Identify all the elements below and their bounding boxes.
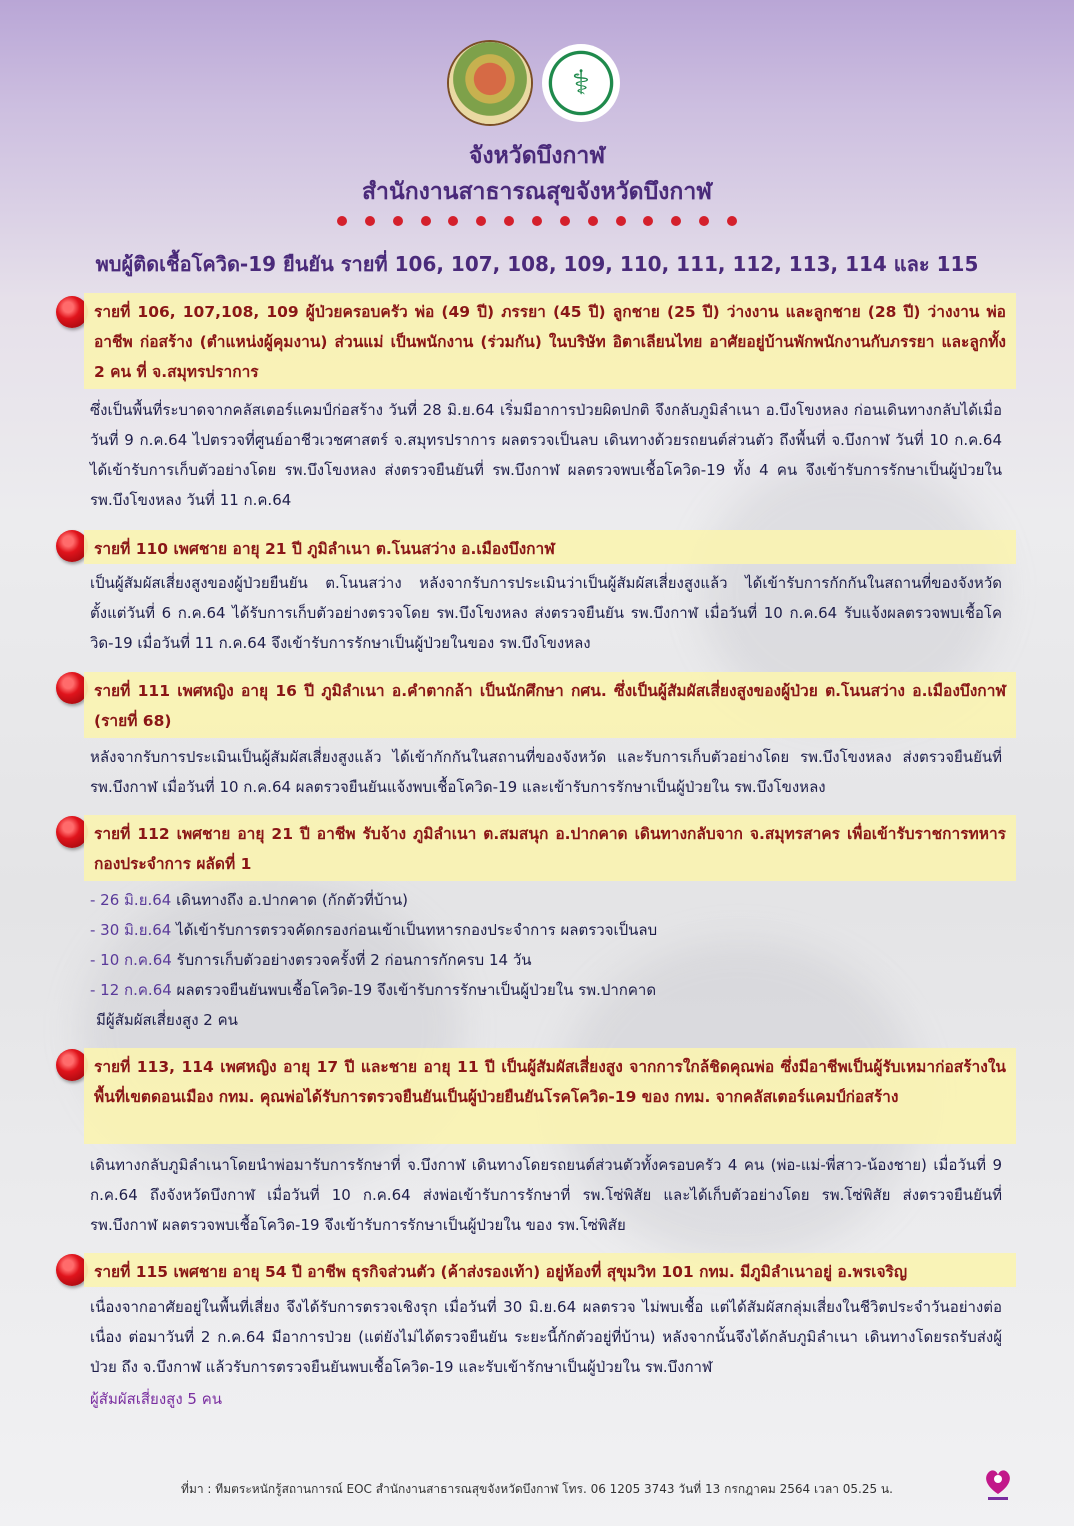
divider-dot (671, 216, 681, 226)
heart-logo-icon (982, 1464, 1014, 1502)
case-body: เนื่องจากอาศัยอยู่ในพื้นที่เสี่ยง จึงได้รับการตรวจเชิงรุก เมื่อวันที่ 30 มิ.ย.64 ผลตรวจ ไม่พบเชื้อ แต่ได้สัมผัสกลุ่มเสี่ยงในชีวิตประจำวันอย่างต่อเนื่อง ต่อมาวันที่ 2 ก.ค.64 มีอาการป่วย (แต่ยังไม่ได้ตรวจยืนยัน ระยะนี้กักตัวอยู่ที่บ้าน) หลังจากนั้นจึงได้กลับภูมิลำเนา เดินทางโดยรถรับส่งผู้ป่วย ถึง จ.บึงกาฬ แล้วรับการตรวจยืนยันพบเชื้อโควิด-19 และรับเข้ารักษาเป็นผู้ป่วยใน รพ.บึงกาฬ (90, 1298, 1002, 1376)
timeline-item (90, 945, 990, 975)
case-highlight-text: รายที่ 110 เพศชาย อายุ 21 ปี ภูมิลำเนา ต.โนนสว่าง อ.เมืองบึงกาฬ (94, 540, 555, 558)
divider-dot (393, 216, 403, 226)
divider-dot (588, 216, 598, 226)
timeline-text: เดินทางถึง อ.ปากคาด (กักตัวที่บ้าน) (171, 891, 408, 909)
timeline-date: - 26 มิ.ย.64 (90, 891, 172, 909)
divider-dot (448, 216, 458, 226)
case-highlight (84, 672, 1016, 738)
case-highlight (84, 1253, 1016, 1287)
divider-dot (504, 216, 514, 226)
timeline-date: - 30 มิ.ย.64 (90, 921, 172, 939)
divider-dot (643, 216, 653, 226)
case-highlight (84, 293, 1016, 389)
divider-dot (616, 216, 626, 226)
office-title: สำนักงานสาธารณสุขจังหวัดบึงกาฬ (362, 179, 712, 205)
case-body: หลังจากรับการประเมินเป็นผู้สัมผัสเสี่ยงสูงแล้ว ได้เข้ากักกันในสถานที่ของจังหวัด และรับการเก็บตัวอย่างโดย รพ.บึงโขงหลง ส่งตรวจยืนยันที่ รพ.บึงกาฬ เมื่อวันที่ 10 ก.ค.64 ผลตรวจยืนยันแจ้งพบเชื้อโควิด-19 และเข้ารับการรักษาเป็นผู้ป่วยใน รพ.บึงโขงหลง (90, 748, 1002, 796)
case-highlight-text: รายที่ 106, 107,108, 109 ผู้ป่วยครอบครัว พ่อ (49 ปี) ภรรยา (45 ปี) ลูกชาย (25 ปี) ว่างงาน และลูกชาย (28 ปี) ว่างงาน พ่ออาชีพ ก่อสร้าง (ตำแหน่งผู้คุมงาน) ส่วนแม่ เป็นพนักงาน (ร่วมกัน) ในบริษัท อิตาเลียนไทย อาศัยอยู่บ้านพักพนักงานกับภรรยา และลูกทั้ง 2 คน ที่ จ.สมุทรปราการ (94, 303, 1006, 381)
divider-dot (560, 216, 570, 226)
timeline-item (90, 885, 990, 915)
case-highlight (84, 815, 1016, 881)
case-highlight (84, 530, 1016, 564)
timeline-item (90, 975, 990, 1005)
timeline-text: ผลตรวจยืนยันพบเชื้อโควิด-19 จึงเข้ารับการรักษาเป็นผู้ป่วยใน รพ.ปากคาด (171, 981, 657, 999)
case-highlight (84, 1048, 1016, 1144)
case-body: เป็นผู้สัมผัสเสี่ยงสูงของผู้ป่วยยืนยัน ต.โนนสว่าง หลังจากรับการประเมินว่าเป็นผู้สัมผัสเสี่ยงสูงแล้ว ได้เข้ารับการกักกันในสถานที่ของจังหวัด ตั้งแต่วันที่ 6 ก.ค.64 ได้รับการเก็บตัวอย่างตรวจโดย รพ.บึงโขงหลง ส่งตรวจยืนยัน รพ.บึงกาฬ เมื่อวันที่ 10 ก.ค.64 รับแจ้งผลตรวจพบเชื้อโควิด-19 เมื่อวันที่ 11 ก.ค.64 จึงเข้ารับการรักษาเป็นผู้ป่วยในของ รพ.บึงโขงหลง (90, 574, 1002, 652)
case-highlight-text: รายที่ 111 เพศหญิง อายุ 16 ปี ภูมิลำเนา อ.คำตากล้า เป็นนักศึกษา กศน. ซึ่งเป็นผู้สัมผัสเสี่ยงสูงของผู้ป่วย ต.โนนสว่าง อ.เมืองบึงกาฬ (รายที่ 68) (94, 682, 1006, 730)
case-highlight-text: รายที่ 112 เพศชาย อายุ 21 ปี อาชีพ รับจ้าง ภูมิลำเนา ต.สมสนุก อ.ปากคาด เดินทางกลับจาก จ.สมุทรสาคร เพื่อเข้ารับราชการทหารกองประจำการ ผลัดที่ 1 (94, 825, 1006, 873)
timeline-text: ได้เข้ารับการตรวจคัดกรองก่อนเข้าเป็นทหารกองประจำการ ผลตรวจเป็นลบ (171, 921, 658, 939)
headline: พบผู้ติดเชื้อโควิด-19 ยืนยัน รายที่ 106, 107, 108, 109, 110, 111, 112, 113, 114 และ 115 (95, 252, 979, 276)
divider-dot (476, 216, 486, 226)
divider-dot (727, 216, 737, 226)
logo-row (0, 40, 1074, 128)
case-highlight-text: รายที่ 115 เพศชาย อายุ 54 ปี อาชีพ ธุรกิจส่วนตัว (ค้าส่งรองเท้า) อยู่ห้องที่ สุขุมวิท 101 กทม. มีภูมิลำเนาอยู่ อ.พรเจริญ (94, 1263, 908, 1281)
contact-note: ผู้สัมผัสเสี่ยงสูง 5 คน (90, 1390, 223, 1408)
divider-dot (532, 216, 542, 226)
divider-dot (365, 216, 375, 226)
timeline-date: - 10 ก.ค.64 (90, 951, 172, 969)
ministry-of-public-health-logo: ⚕ (542, 44, 620, 122)
divider-dot (421, 216, 431, 226)
divider-dot (337, 216, 347, 226)
case-body: ซึ่งเป็นพื้นที่ระบาดจากคลัสเตอร์แคมป์ก่อสร้าง วันที่ 28 มิ.ย.64 เริ่มมีอาการป่วยผิดปกติ จึงกลับภูมิลำเนา อ.บึงโขงหลง ก่อนเดินทางกลับได้เมื่อวันที่ 9 ก.ค.64 ไปตรวจที่ศูนย์อาชีวเวชศาสตร์ จ.สมุทรปราการ ผลตรวจเป็นลบ เดินทางด้วยรถยนต์ส่วนตัว ถึงพื้นที่ จ.บึงกาฬ วันที่ 10 ก.ค.64 ได้เข้ารับการเก็บตัวอย่างโดย รพ.บึงโขงหลง ส่งตรวจยืนยันที่ รพ.บึงกาฬ ผลตรวจพบเชื้อโควิด-19 ทั้ง 4 คน จึงเข้ารับการรักษาเป็นผู้ป่วยใน รพ.บึงโขงหลง วันที่ 11 ก.ค.64 (90, 401, 1002, 509)
divider-dot (699, 216, 709, 226)
case-body: เดินทางกลับภูมิลำเนาโดยนำพ่อมารับการรักษาที่ จ.บึงกาฬ เดินทางโดยรถยนต์ส่วนตัวทั้งครอบครัว 4 คน (พ่อ-แม่-พี่สาว-น้องชาย) เมื่อวันที่ 9 ก.ค.64 ถึงจังหวัดบึงกาฬ เมื่อวันที่ 10 ก.ค.64 ส่งพ่อเข้ารับการรักษาที่ รพ.โซ่พิสัย และได้เก็บตัวอย่างโดย รพ.โซ่พิสัย ส่งตรวจยืนยันที่ รพ.บึงกาฬ ผลตรวจพบเชื้อโควิด-19 จึงเข้ารับการรักษาเป็นผู้ป่วยใน ของ รพ.โซ่พิสัย (90, 1156, 1002, 1234)
timeline-date: - 12 ก.ค.64 (90, 981, 172, 999)
province-seal-logo (449, 42, 531, 124)
timeline-item (90, 915, 990, 945)
province-title: จังหวัดบึงกาฬ (468, 143, 606, 169)
timeline-list (90, 885, 990, 1035)
case-highlight-text: รายที่ 113, 114 เพศหญิง อายุ 17 ปี และชาย อายุ 11 ปี เป็นผู้สัมผัสเสี่ยงสูง จากการใกล้ชิดคุณพ่อ ซึ่งมีอาชีพเป็นผู้รับเหมาก่อสร้างในพื้นที่เขตดอนเมือง กทม. คุณพ่อได้รับการตรวจยืนยันเป็นผู้ป่วยยืนยันโรคโควิด-19 ของ กทม. จากคลัสเตอร์แคมป์ก่อสร้าง (94, 1058, 1006, 1106)
timeline-text: รับการเก็บตัวอย่างตรวจครั้งที่ 2 ก่อนการกักครบ 14 วัน (171, 951, 532, 969)
dot-divider (337, 214, 737, 230)
contact-note: มีผู้สัมผัสเสี่ยงสูง 2 คน (96, 1011, 238, 1029)
source-footer: ที่มา : ทีมตระหนักรู้สถานการณ์ EOC สำนักงานสาธารณสุขจังหวัดบึงกาฬ โทร. 06 1205 3743 วันที่ 13 กรกฎาคม 2564 เวลา 05.25 น. (181, 1482, 893, 1496)
